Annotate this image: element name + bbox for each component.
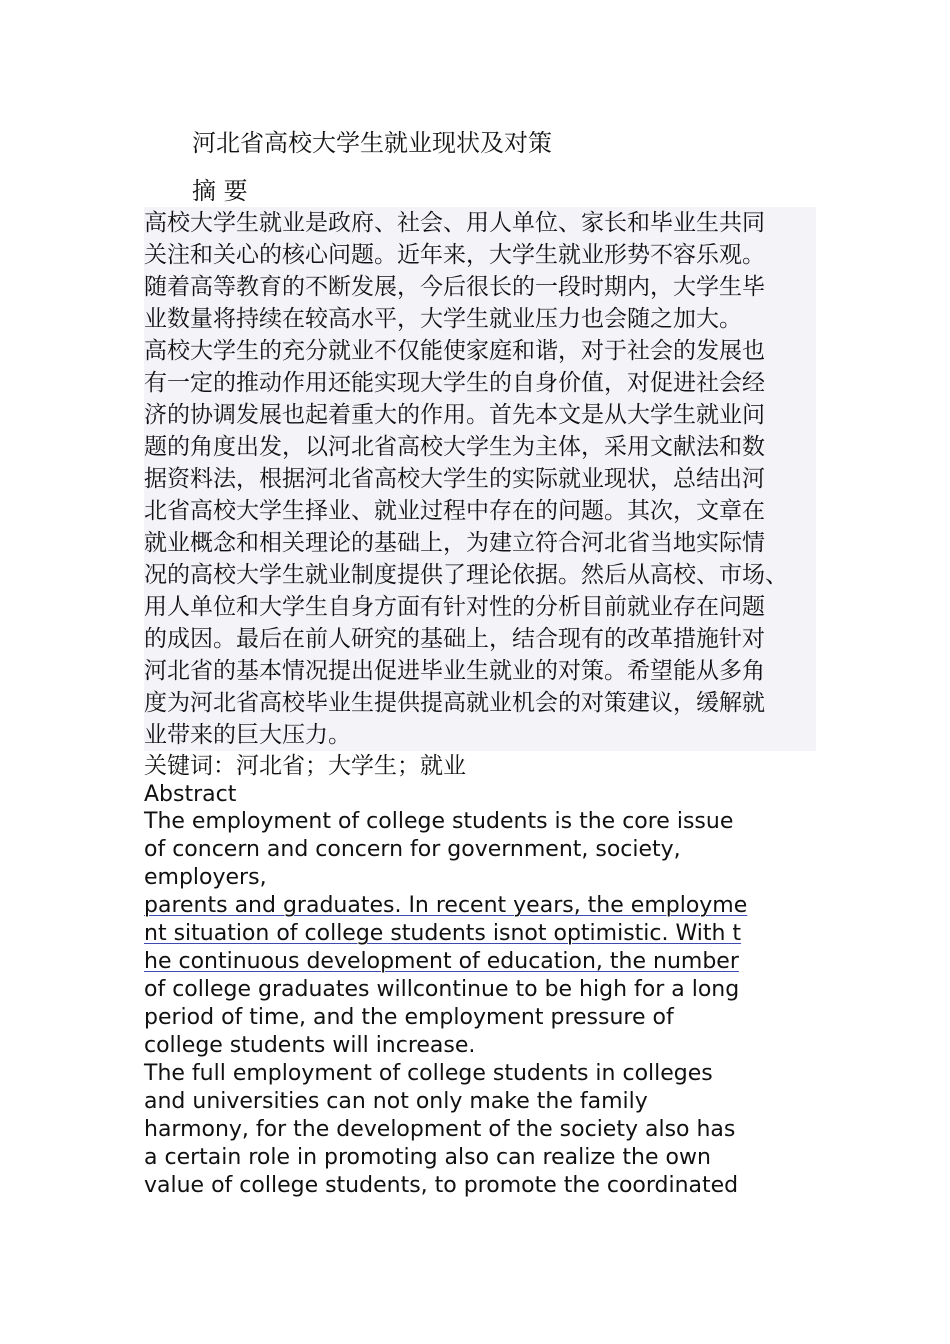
- text-line: 北省高校大学生择业、就业过程中存在的问题。其次，文章在: [144, 495, 816, 527]
- text-line: a certain role in promoting also can realize the own: [144, 1145, 711, 1170]
- text-line: of college graduates willcontinue to be high for a long: [144, 977, 740, 1002]
- text-line: 用人单位和大学生自身方面有针对性的分析目前就业存在问题: [144, 591, 816, 623]
- text-line: 况的高校大学生就业制度提供了理论依据。然后从高校、市场、: [144, 559, 816, 591]
- en-paragraph-2: [144, 1060, 816, 1200]
- text-line: 就业概念和相关理论的基础上，为建立符合河北省当地实际情: [144, 527, 816, 559]
- text-line: nt situation of college students isnot optimistic. With t: [144, 921, 742, 946]
- keywords: 关键词：河北省；大学生；就业: [144, 753, 466, 779]
- abstract-heading: 摘 要: [192, 177, 248, 205]
- text-line: 河北省的基本情况提出促进毕业生就业的对策。希望能从多角: [144, 655, 816, 687]
- en-paragraph-1: [144, 808, 816, 1060]
- text-line: of concern and concern for government, society,: [144, 837, 681, 862]
- text-line: he continuous development of education, the number: [144, 949, 739, 974]
- text-line: 的成因。最后在前人研究的基础上，结合现有的改革措施针对: [144, 623, 816, 655]
- text-line: 业数量将持续在较高水平，大学生就业压力也会随之加大。: [144, 303, 816, 335]
- text-line: 高校大学生的充分就业不仅能使家庭和谐，对于社会的发展也: [144, 335, 816, 367]
- text-line: 据资料法，根据河北省高校大学生的实际就业现状，总结出河: [144, 463, 816, 495]
- text-line: college students will increase.: [144, 1033, 476, 1058]
- text-line: value of college students, to promote the coordinated: [144, 1173, 739, 1198]
- text-line: 关注和关心的核心问题。近年来，大学生就业形势不容乐观。: [144, 239, 816, 271]
- text-line: The full employment of college students in colleges: [144, 1061, 713, 1086]
- text-line: harmony, for the development of the society also has: [144, 1117, 736, 1142]
- text-line: 题的角度出发，以河北省高校大学生为主体，采用文献法和数: [144, 431, 816, 463]
- cn-paragraph-2: [144, 335, 816, 751]
- text-line: 业带来的巨大压力。: [144, 719, 816, 751]
- text-line: 有一定的推动作用还能实现大学生的自身价值，对促进社会经: [144, 367, 816, 399]
- text-line: period of time, and the employment pressure of: [144, 1005, 674, 1030]
- text-line: 度为河北省高校毕业生提供提高就业机会的对策建议，缓解就: [144, 687, 816, 719]
- text-line: and universities can not only make the family: [144, 1089, 648, 1114]
- text-line: 随着高等教育的不断发展，今后很长的一段时期内，大学生毕: [144, 271, 816, 303]
- cn-paragraph-1: [144, 207, 816, 335]
- text-line: 济的协调发展也起着重大的作用。首先本文是从大学生就业问: [144, 399, 816, 431]
- english-abstract-heading: Abstract: [144, 782, 237, 807]
- document-title: 河北省高校大学生就业现状及对策: [192, 129, 552, 157]
- document-body: [144, 207, 816, 1200]
- text-line: 高校大学生就业是政府、社会、用人单位、家长和毕业生共同: [144, 207, 816, 239]
- text-line: The employment of college students is the core issue: [144, 809, 734, 834]
- text-line: parents and graduates. In recent years, the employme: [144, 893, 748, 918]
- text-line: employers,: [144, 865, 267, 890]
